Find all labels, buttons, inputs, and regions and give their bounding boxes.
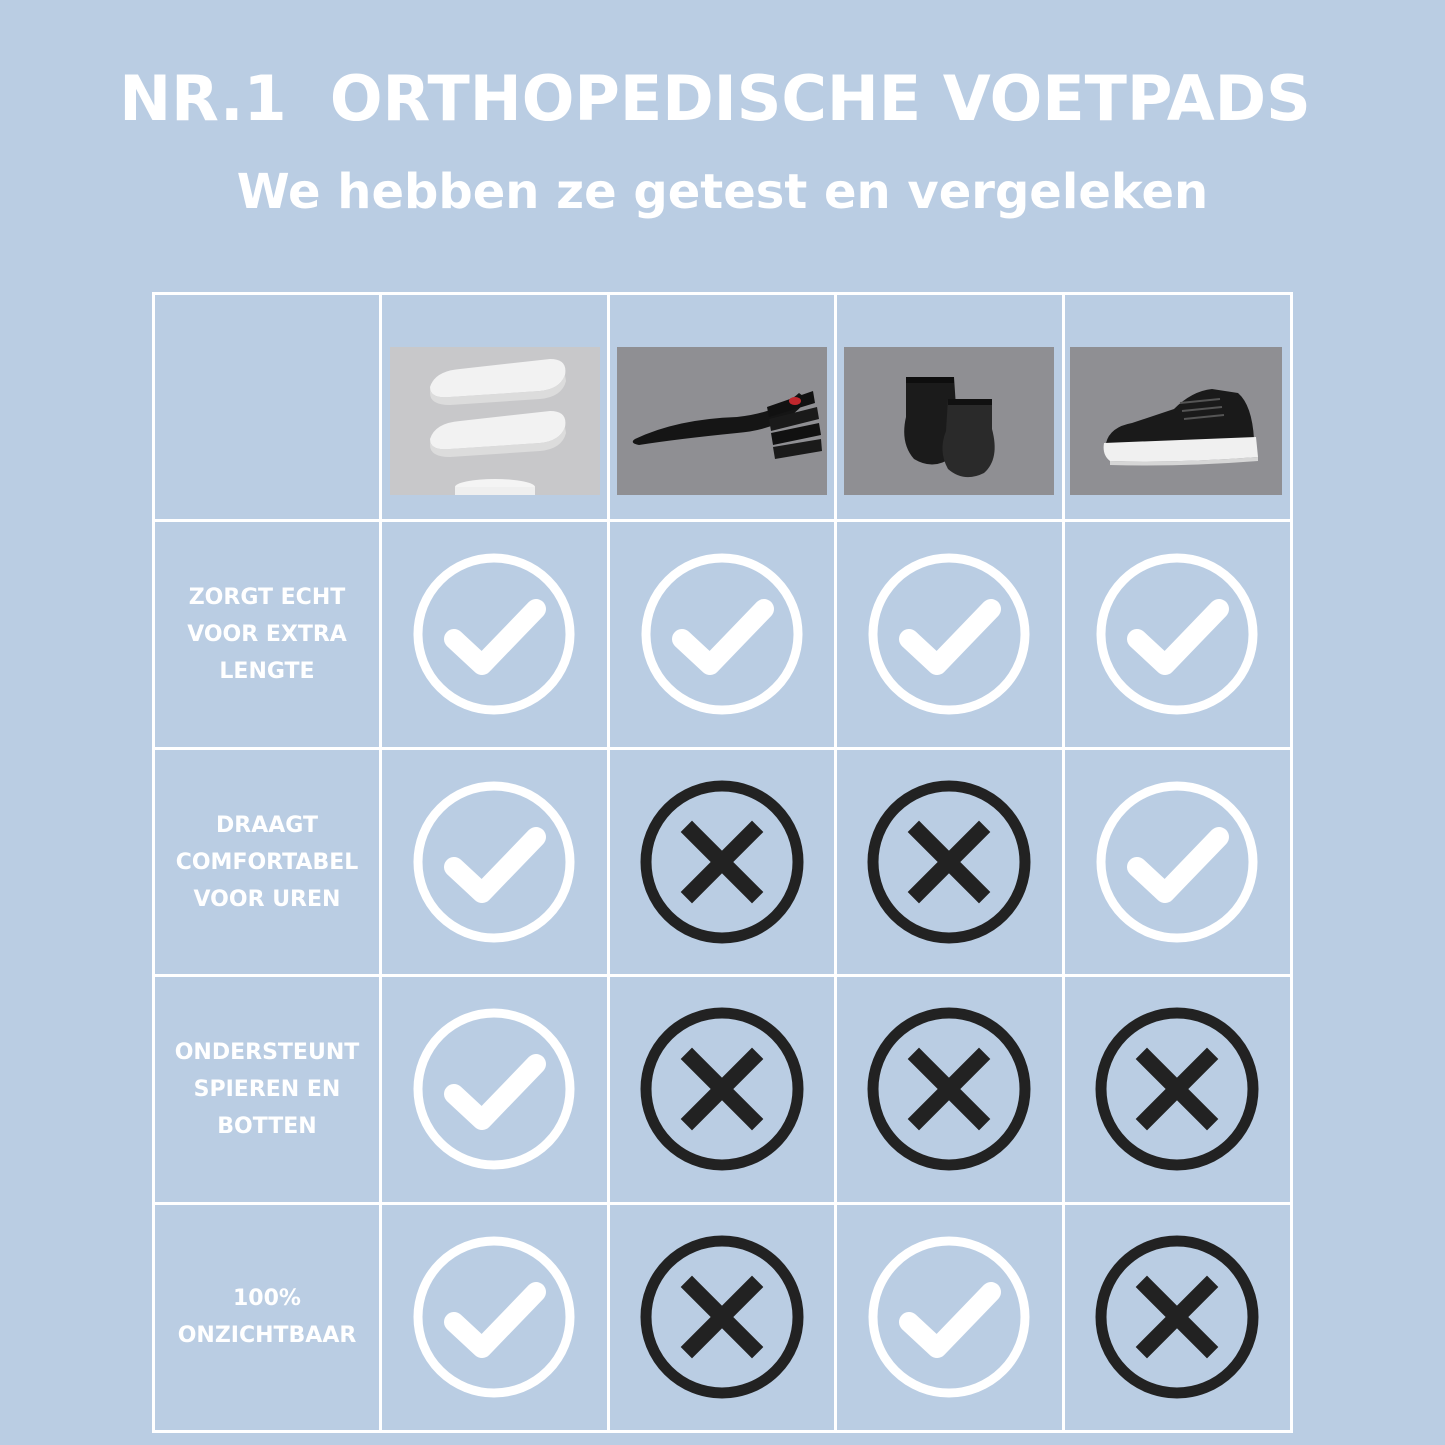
page-subtitle: We hebben ze getest en vergeleken <box>236 164 1209 220</box>
row-label-comfortable: DRAAGT COMFORTABEL VOOR UREN <box>175 812 359 912</box>
grid-line <box>152 292 1293 295</box>
cross-icon <box>1092 1232 1262 1402</box>
row-label-invisible: 100% ONZICHTBAAR <box>177 1286 357 1348</box>
cross-icon <box>864 777 1034 947</box>
grid-line <box>834 292 837 1433</box>
grid-line <box>152 1430 1293 1433</box>
black-heel-socks-image <box>844 347 1054 495</box>
check-icon <box>1092 777 1262 947</box>
cross-icon <box>637 777 807 947</box>
black-layered-insole-image <box>617 347 827 495</box>
white-heel-insoles-image <box>390 347 600 495</box>
check-icon <box>409 549 579 719</box>
grid-line <box>607 292 610 1433</box>
check-icon <box>864 549 1034 719</box>
check-icon <box>864 1232 1034 1402</box>
check-icon <box>1092 549 1262 719</box>
grid-line <box>1062 292 1065 1433</box>
cross-icon <box>1092 1004 1262 1174</box>
cross-icon <box>637 1232 807 1402</box>
black-sneaker-image <box>1070 347 1282 495</box>
check-icon <box>409 777 579 947</box>
cross-icon <box>864 1004 1034 1174</box>
cross-icon <box>637 1004 807 1174</box>
grid-line <box>1290 292 1293 1433</box>
row-label-support: ONDERSTEUNT SPIEREN EN BOTTEN <box>174 1039 360 1139</box>
row-label-extra-length: ZORGT ECHT VOOR EXTRA LENGTE <box>187 584 347 684</box>
check-icon <box>409 1232 579 1402</box>
check-icon <box>637 549 807 719</box>
page-title: NR.1 ORTHOPEDISCHE VOETPADS <box>119 62 1311 135</box>
check-icon <box>409 1004 579 1174</box>
comparison-table <box>152 292 1293 1433</box>
